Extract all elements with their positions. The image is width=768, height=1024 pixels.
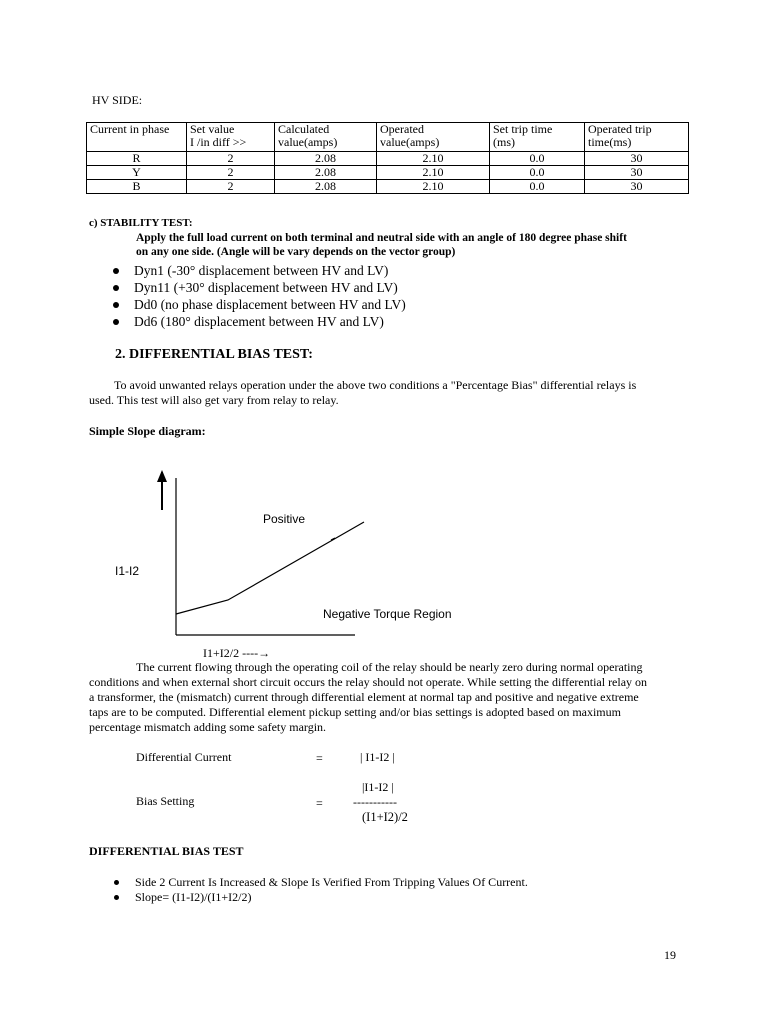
list-item: Slope= (I1-I2)/(I1+I2/2) [111, 890, 528, 905]
differential-current-label: Differential Current [136, 750, 232, 764]
bias-setting-equals: = [316, 796, 323, 810]
table-cell: 30 [585, 152, 689, 166]
table-cell: 2.10 [377, 152, 490, 166]
bias-denominator: (I1+I2)/2 [362, 810, 408, 824]
table-cell: 0.0 [490, 152, 585, 166]
table-cell: 2.08 [275, 166, 377, 180]
table-cell: 2.10 [377, 166, 490, 180]
table-row [87, 180, 689, 194]
section-2-heading: 2. DIFFERENTIAL BIAS TEST: [115, 347, 313, 362]
table-cell: 30 [585, 180, 689, 194]
body-line: a transformer, the (mismatch) current through differential element at normal tap and positive and negative extreme [89, 690, 639, 704]
page-number: 19 [664, 948, 676, 962]
differential-current-value: | I1-I2 | [360, 750, 395, 764]
header-current-in-phase: Current in phase [87, 123, 187, 152]
body-paragraph [89, 660, 679, 735]
positive-label: Positive [263, 512, 306, 526]
slope-diagram-heading: Simple Slope diagram: [89, 424, 206, 438]
differential-current-equals: = [316, 751, 323, 765]
up-arrow-icon [157, 470, 167, 482]
table-cell: B [87, 180, 187, 194]
list-item: Dd6 (180° displacement between HV and LV) [110, 313, 406, 330]
table-row [87, 152, 689, 166]
header-set-trip-time: Set trip time (ms) [490, 123, 585, 152]
table-cell: 2 [187, 180, 275, 194]
y-axis-label: I1-I2 [115, 564, 140, 578]
header-operated-trip-time: Operated trip time(ms) [585, 123, 689, 152]
bias-fraction-line: ----------- [353, 795, 397, 809]
section-2-para-line-2: used. This test will also get vary from relay to relay. [89, 393, 339, 407]
table-cell: 2.08 [275, 152, 377, 166]
differential-bias-test-heading: DIFFERENTIAL BIAS TEST [89, 844, 244, 858]
table-cell: 2 [187, 166, 275, 180]
bias-numerator: |I1-I2 | [362, 780, 394, 794]
hv-side-table [86, 122, 689, 194]
vector-group-list [110, 262, 406, 330]
body-line: The current flowing through the operating coil of the relay should be nearly zero during normal operating [136, 660, 643, 674]
stability-line-1: Apply the full load current on both terminal and neutral side with an angle of 180 degree phase shift [136, 232, 627, 244]
list-item: Dyn1 (-30° displacement between HV and LV) [110, 262, 406, 279]
bias-setting-label: Bias Setting [136, 794, 195, 808]
body-line: percentage mismatch adding some safety margin. [89, 720, 327, 734]
list-item: Dyn11 (+30° displacement between HV and LV) [110, 279, 406, 296]
x-axis-label: I1+I2/2 ----→ [203, 646, 271, 660]
stability-line-2: on any one side. (Angle will be vary depends on the vector group) [136, 246, 456, 258]
section-2-para-line-1: To avoid unwanted relays operation under the above two conditions a "Percentage Bias" differential relays is [114, 378, 637, 392]
table-cell: Y [87, 166, 187, 180]
stability-test-heading: c) STABILITY TEST: [89, 217, 193, 229]
table-cell: 2.10 [377, 180, 490, 194]
slope-diagram [100, 470, 500, 650]
header-operated-value: Operated value(amps) [377, 123, 490, 152]
table-cell: 30 [585, 166, 689, 180]
list-item: Side 2 Current Is Increased & Slope Is Verified From Tripping Values Of Current. [111, 875, 528, 890]
table-cell: 2.08 [275, 180, 377, 194]
list-item: Dd0 (no phase displacement between HV and LV) [110, 296, 406, 313]
differential-bias-test-list [111, 875, 528, 905]
hv-side-label: HV SIDE: [92, 93, 143, 107]
table-cell: R [87, 152, 187, 166]
table-cell: 0.0 [490, 166, 585, 180]
table-row [87, 166, 689, 180]
negative-torque-region-label: Negative Torque Region [323, 607, 452, 621]
body-line: taps are to be computed. Differential element pickup setting and/or bias settings is adopted based on maximum [89, 705, 621, 719]
body-line: conditions and when external short circuit occurs the relay should not operate. While setting the differential relay on [89, 675, 648, 689]
table-header-row [87, 123, 689, 152]
table-cell: 2 [187, 152, 275, 166]
header-calculated-value: Calculated value(amps) [275, 123, 377, 152]
table-cell: 0.0 [490, 180, 585, 194]
header-set-value: Set value I /in diff >> [187, 123, 275, 152]
slope-line [176, 522, 364, 614]
